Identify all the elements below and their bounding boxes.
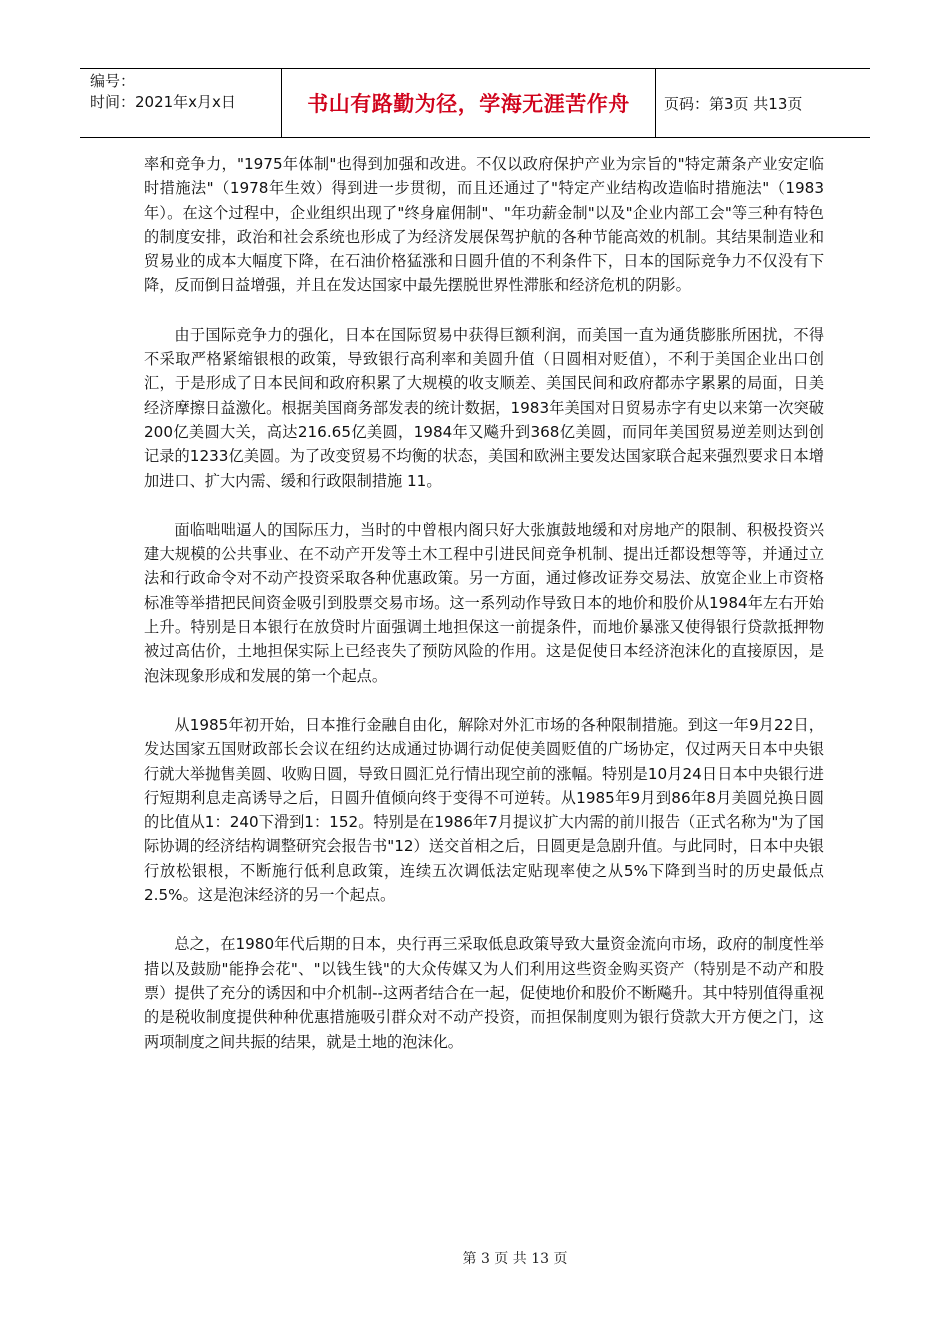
page-footer: 第 3 页 共 13 页 — [462, 1251, 568, 1267]
header-meta — [80, 69, 282, 137]
paragraph: 总之，在1980年代后期的日本，央行再三采取低息政策导致大量资金流向市场，政府的制度性举措以及鼓励"能挣会花"、"以钱生钱"的大众传媒又为人们利用这些资金购买资产（特别是不动产和股票）提供了充分的诱因和中介机制--这两者结合在一起，促使地价和股价不断飚升。其中特别值得重视的是税收制度提供种种优惠措施吸引群众对不动产投资，而担保制度则为银行贷款大开方便之门，这两项制度之间共振的结果，就是土地的泡沫化。 — [144, 935, 824, 1051]
header-page-info: 页码：第3页 共13页 — [664, 94, 803, 113]
document-body — [144, 152, 824, 1079]
header-motto: 书山有路勤为径，学海无涯苦作舟 — [282, 69, 656, 137]
document-number-label: 编号： — [90, 72, 136, 90]
page-header — [80, 68, 870, 138]
paragraph: 率和竞争力，"1975年体制"也得到加强和改进。不仅以政府保护产业为宗旨的"特定萧条产业安定临时措施法"（1978年生效）得到进一步贯彻，而且还通过了"特定产业结构改造临时措施法"（1983年）。在这个过程中，企业组织出现了"终身雇佣制"、"年功薪金制"以及"企业内部工会"等三种有特色的制度安排，政治和社会系统也形成了为经济发展保驾护航的各种节能高效的机制。其结果制造业和贸易业的成本大幅度下降，在石油价格猛涨和日圆升值的不利条件下，日本的国际竞争力不仅没有下降，反而倒日益增强，并且在发达国家中最先摆脱世界性滞胀和经济危机的阴影。 — [144, 155, 824, 295]
paragraph: 由于国际竞争力的强化，日本在国际贸易中获得巨额利润，而美国一直为通货膨胀所困扰，不得不采取严格紧缩银根的政策，导致银行高利率和美圆升值（日圆相对贬值），不利于美国企业出口创汇，于是形成了日本民间和政府积累了大规模的收支顺差、美国民间和政府都赤字累累的局面，日美经济摩擦日益激化。根据美国商务部发表的统计数据，1983年美国对日贸易赤字有史以来第一次突破200亿美圆大关，高达216.65亿美圆，1984年又飚升到368亿美圆，而同年美国贸易逆差则达到创记录的1233亿美圆。为了改变贸易不均衡的状态，美国和欧洲主要发达国家联合起来强烈要求日本增加进口、扩大内需、缓和行政限制措施 11。 — [144, 325, 824, 490]
document-date-label: 时间：2021年x月x日 — [90, 93, 236, 111]
paragraph: 从1985年初开始，日本推行金融自由化，解除对外汇市场的各种限制措施。到这一年9月22日，发达国家五国财政部长会议在纽约达成通过协调行动促使美圆贬值的广场协定，仅过两天日本中央银行就大举抛售美圆、收购日圆，导致日圆汇兑行情出现空前的涨幅。特别是10月24日日本中央银行进行短期利息走高诱导之后，日圆升值倾向终于变得不可逆转。从1985年9月到86年8月美圆兑换日圆的比值从1：240下滑到1：152。特别是在1986年7月提议扩大内需的前川报告（正式名称为"为了国际协调的经济结构调整研究会报告书"12）送交首相之后，日圆更是急剧升值。与此同时，日本中央银行放松银根，不断施行低利息政策，连续五次调低法定贴现率使之从5%下降到当时的历史最低点2.5%。这是泡沫经济的另一个起点。 — [144, 715, 824, 905]
paragraph: 面临咄咄逼人的国际压力，当时的中曾根内阁只好大张旗鼓地缓和对房地产的限制、积极投资兴建大规模的公共事业、在不动产开发等土木工程中引进民间竞争机制、提出迁都设想等等，并通过立法和行政命令对不动产投资采取各种优惠政策。另一方面，通过修改证券交易法、放宽企业上市资格标准等举措把民间资金吸引到股票交易市场。这一系列动作导致日本的地价和股价从1984年左右开始上升。特别是日本银行在放贷时片面强调土地担保这一前提条件，而地价暴涨又使得银行贷款抵押物被过高估价，土地担保实际上已经丧失了预防风险的作用。这是促使日本经济泡沫化的直接原因，是泡沫现象形成和发展的第一个起点。 — [144, 520, 824, 685]
